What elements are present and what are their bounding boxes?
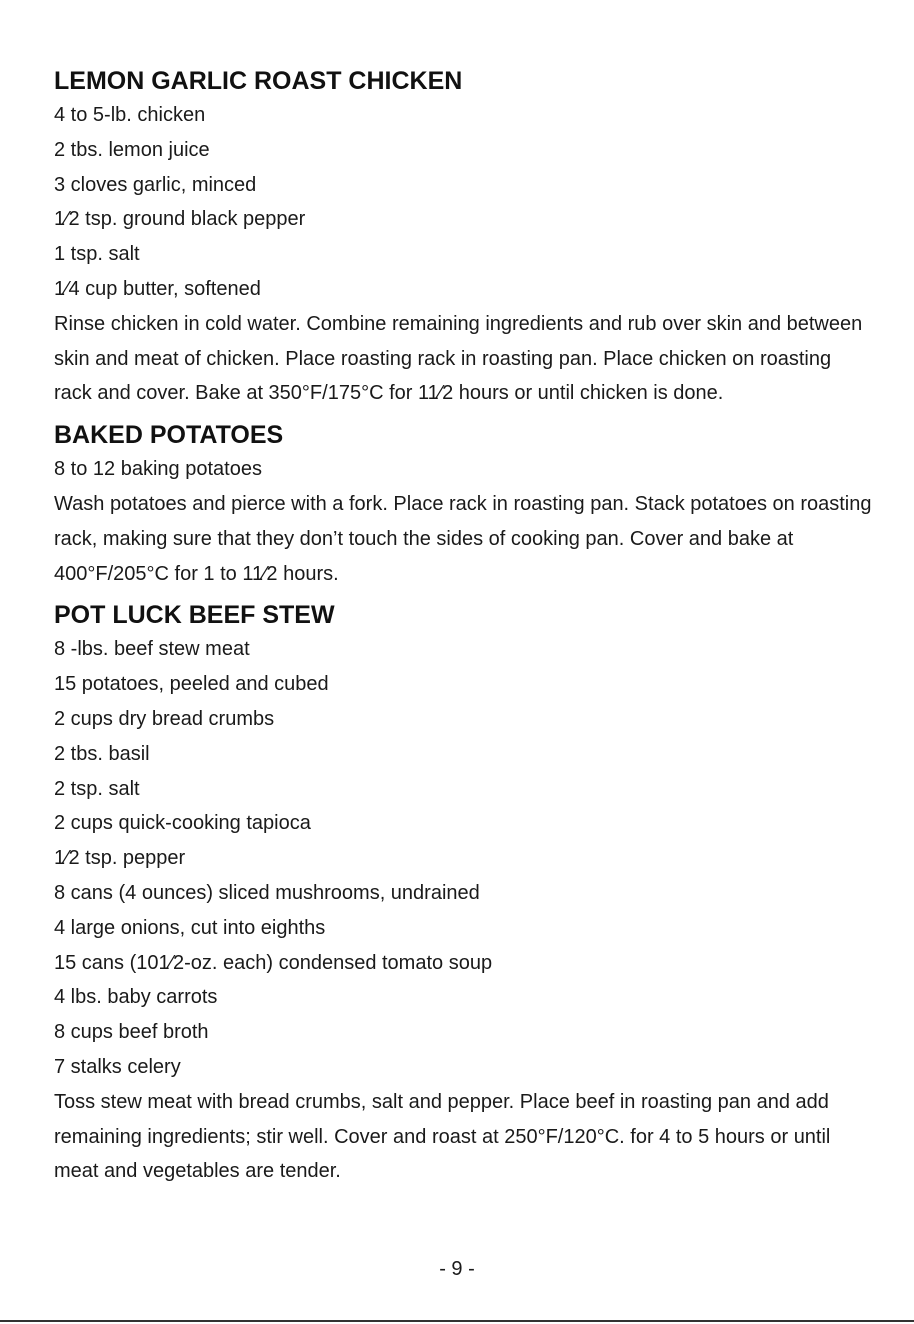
- ingredient-list: [54, 452, 874, 487]
- ingredient-item: 1⁄2 tsp. pepper: [54, 847, 186, 870]
- recipe-instructions: Toss stew meat with bread crumbs, salt and pepper. Place beef in roasting pan and add remaining ingredients; stir well. Cover and roast at 250°F/120°C. for 4 to 5 hours or until meat and vegetables are tender.: [54, 1090, 831, 1183]
- ingredient-item: 2 tsp. salt: [54, 777, 140, 800]
- recipe-title: POT LUCK BEEF STEW: [54, 601, 335, 630]
- ingredient-item: 4 large onions, cut into eighths: [54, 916, 326, 939]
- ingredient-item: 4 to 5-lb. chicken: [54, 104, 206, 126]
- ingredient-item: 8 cups beef broth: [54, 1021, 209, 1044]
- ingredient-item: 2 tbs. lemon juice: [54, 138, 210, 161]
- page-number: - 9 -: [439, 1258, 475, 1280]
- ingredient-item: 3 cloves garlic, minced: [54, 173, 257, 196]
- recipe-instructions: Rinse chicken in cold water. Combine remaining ingredients and rub over skin and between skin and meat of chicken. Place roasting rack in roasting pan. Place chicken on roasting rack and cover. Bake at 350°F/175°C for 11⁄2 hours or until chicken is done.: [54, 312, 863, 405]
- ingredient-item: 2 tbs. basil: [54, 742, 150, 765]
- ingredient-item: 8 to 12 baking potatoes: [54, 458, 262, 481]
- ingredient-list: [54, 632, 874, 1084]
- bottom-divider: [0, 1320, 914, 1322]
- recipe-baked-potatoes: [54, 418, 874, 591]
- ingredient-item: 15 cans (101⁄2-oz. each) condensed tomato soup: [54, 951, 493, 974]
- recipe-page: [54, 64, 874, 1189]
- ingredient-list: [54, 98, 874, 307]
- ingredient-item: 2 cups quick-cooking tapioca: [54, 812, 311, 835]
- ingredient-item: 2 cups dry bread crumbs: [54, 707, 275, 730]
- ingredient-item: 7 stalks celery: [54, 1055, 181, 1078]
- ingredient-item: 15 potatoes, peeled and cubed: [54, 673, 329, 696]
- recipe-instructions: Wash potatoes and pierce with a fork. Place rack in roasting pan. Stack potatoes on roasting rack, making sure that they don’t touch the sides of cooking pan. Cover and bake at 400°F/205°C for 1 to 11⁄2 hours.: [54, 492, 872, 585]
- recipe-title: BAKED POTATOES: [54, 421, 284, 450]
- recipe-title: LEMON GARLIC ROAST CHICKEN: [54, 67, 463, 95]
- ingredient-item: 1⁄4 cup butter, softened: [54, 277, 261, 300]
- recipe-pot-luck-beef-stew: [54, 598, 874, 1189]
- ingredient-item: 8 -lbs. beef stew meat: [54, 638, 250, 661]
- ingredient-item: 4 lbs. baby carrots: [54, 986, 218, 1009]
- ingredient-item: 1⁄2 tsp. ground black pepper: [54, 208, 306, 231]
- ingredient-item: 1 tsp. salt: [54, 243, 140, 266]
- ingredient-item: 8 cans (4 ounces) sliced mushrooms, undrained: [54, 881, 480, 904]
- recipe-lemon-garlic-roast-chicken: [54, 64, 874, 411]
